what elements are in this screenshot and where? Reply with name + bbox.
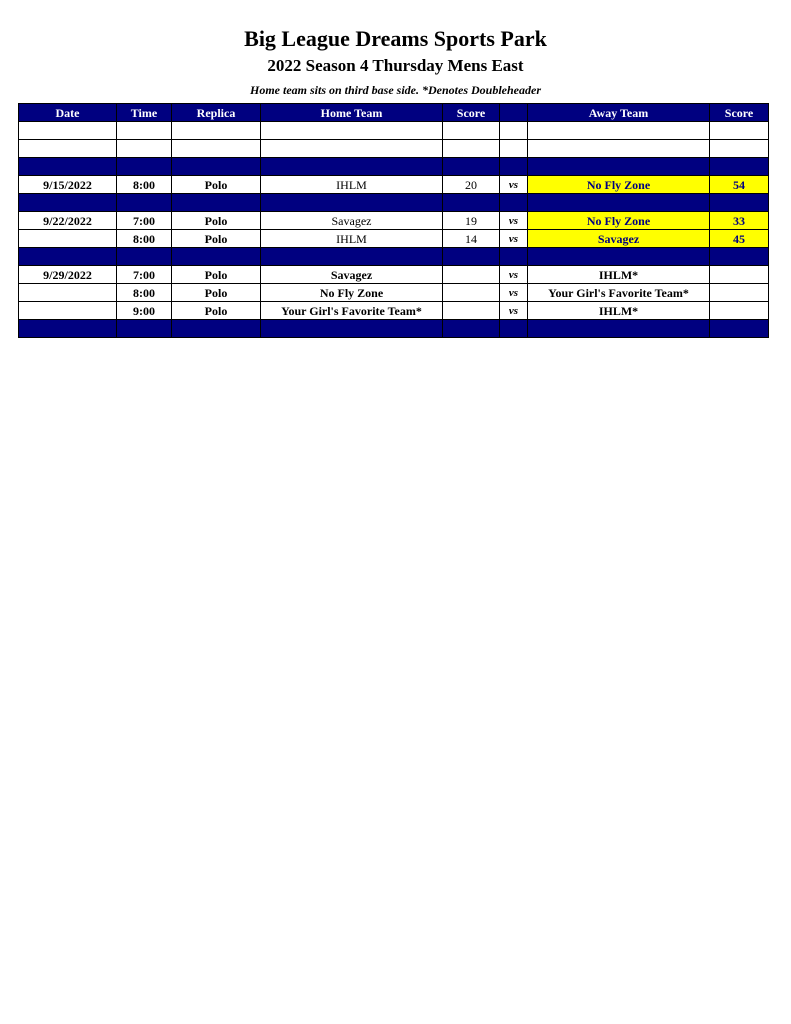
home-score <box>443 266 500 284</box>
home-score <box>443 284 500 302</box>
separator-row <box>19 320 769 338</box>
game-date <box>19 302 117 320</box>
vs-label: vs <box>500 176 528 194</box>
schedule-table <box>18 103 769 338</box>
game-field: Polo <box>172 266 261 284</box>
away-score <box>710 284 769 302</box>
column-header-replica: Replica <box>172 104 261 122</box>
vs-label: vs <box>500 302 528 320</box>
game-date: 9/29/2022 <box>19 266 117 284</box>
away-score <box>710 302 769 320</box>
game-date <box>19 284 117 302</box>
column-header-away-team: Away Team <box>528 104 710 122</box>
game-field: Polo <box>172 284 261 302</box>
empty-row <box>19 122 769 140</box>
game-row <box>19 212 769 230</box>
game-field: Polo <box>172 176 261 194</box>
column-header-away-score: Score <box>710 104 769 122</box>
column-header-time: Time <box>117 104 172 122</box>
game-row <box>19 176 769 194</box>
game-field: Polo <box>172 302 261 320</box>
page-title: Big League Dreams Sports Park <box>244 26 547 51</box>
home-team: IHLM <box>261 230 443 248</box>
away-team: Your Girl's Favorite Team* <box>528 284 710 302</box>
separator-row <box>19 158 769 176</box>
home-score <box>443 302 500 320</box>
away-score: 33 <box>710 212 769 230</box>
home-team: Savagez <box>261 212 443 230</box>
game-row <box>19 284 769 302</box>
home-score: 20 <box>443 176 500 194</box>
game-date: 9/22/2022 <box>19 212 117 230</box>
column-header-date: Date <box>19 104 117 122</box>
away-score <box>710 266 769 284</box>
vs-label: vs <box>500 230 528 248</box>
table-header-row <box>19 104 769 122</box>
home-team: Your Girl's Favorite Team* <box>261 302 443 320</box>
game-date: 9/15/2022 <box>19 176 117 194</box>
vs-label: vs <box>500 284 528 302</box>
game-row <box>19 266 769 284</box>
away-team: IHLM* <box>528 302 710 320</box>
game-time: 7:00 <box>117 212 172 230</box>
column-header-home-team: Home Team <box>261 104 443 122</box>
away-team: IHLM* <box>528 266 710 284</box>
separator-row <box>19 194 769 212</box>
game-field: Polo <box>172 212 261 230</box>
game-row <box>19 230 769 248</box>
schedule-note: Home team sits on third base side. *Denotes Doubleheader <box>250 83 541 97</box>
game-time: 8:00 <box>117 230 172 248</box>
game-date <box>19 230 117 248</box>
game-time: 9:00 <box>117 302 172 320</box>
away-score: 45 <box>710 230 769 248</box>
home-team: IHLM <box>261 176 443 194</box>
game-time: 8:00 <box>117 176 172 194</box>
away-team: Savagez <box>528 230 710 248</box>
separator-row <box>19 248 769 266</box>
game-time: 8:00 <box>117 284 172 302</box>
away-team: No Fly Zone <box>528 176 710 194</box>
column-header-vs <box>500 104 528 122</box>
away-team: No Fly Zone <box>528 212 710 230</box>
column-header-home-score: Score <box>443 104 500 122</box>
empty-row <box>19 140 769 158</box>
home-team: No Fly Zone <box>261 284 443 302</box>
away-score: 54 <box>710 176 769 194</box>
vs-label: vs <box>500 212 528 230</box>
vs-label: vs <box>500 266 528 284</box>
game-field: Polo <box>172 230 261 248</box>
game-time: 7:00 <box>117 266 172 284</box>
game-row <box>19 302 769 320</box>
home-team: Savagez <box>261 266 443 284</box>
schedule-subtitle: 2022 Season 4 Thursday Mens East <box>267 56 524 75</box>
home-score: 14 <box>443 230 500 248</box>
home-score: 19 <box>443 212 500 230</box>
